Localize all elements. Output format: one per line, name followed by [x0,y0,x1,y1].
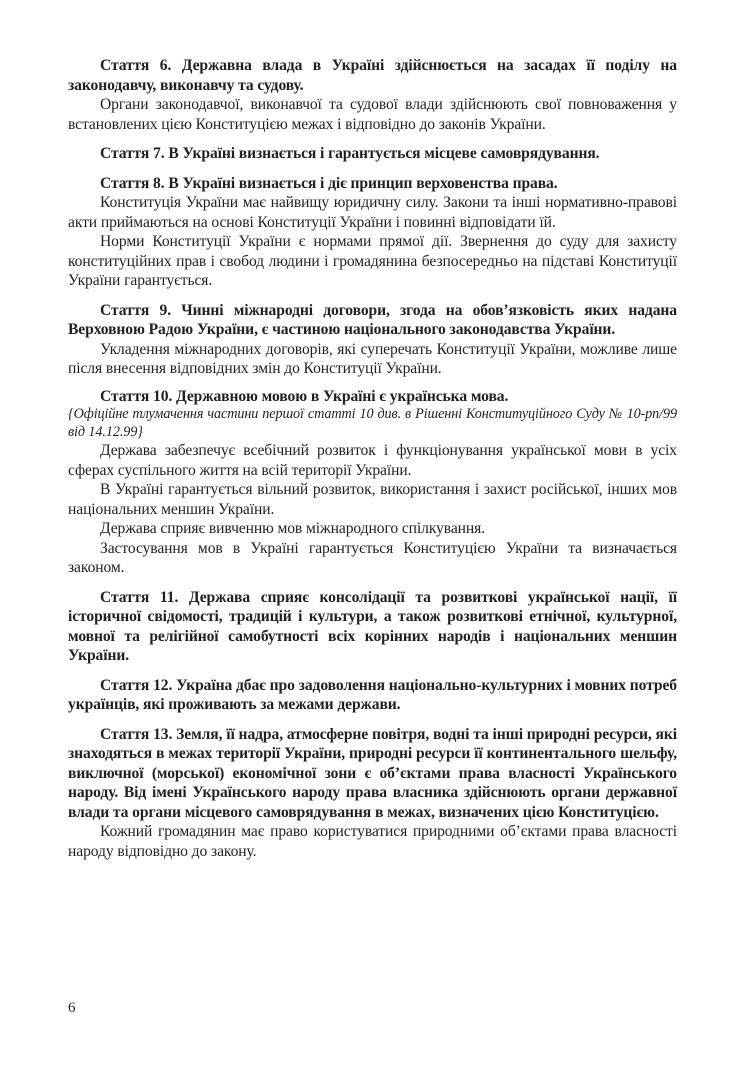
article-paragraph: Кожний громадянин має право користуватися природними об’єктами права власності народу відповідно до закону. [68,823,677,860]
article-paragraph: Держава забезпечує всебічний розвиток і функціонування української мови в усіх сферах суспільного життя на всій території України. [68,442,677,479]
article-heading: Стаття 9. Чинні міжнародні договори, згода на обов’язковість яких надана Верховною Радою України, є частиною національного законодавства України. [68,301,677,338]
article-paragraph: Конституція України має найвищу юридичну силу. Закони та інші нормативно-правові акти приймаються на основі Конституції України і повинні відповідати їй. [68,194,677,231]
article-8 [68,174,677,291]
article-paragraph: Застосування мов в Україні гарантується Конституцією України та визначається законом. [68,539,677,576]
article-heading: Стаття 6. Державна влада в Україні здійснюється на засадах її поділу на законодавчу, виконавчу та судову. [68,57,677,94]
article-9 [68,301,677,379]
article-13 [68,725,677,862]
article-6 [68,56,677,134]
document-page [68,56,677,861]
official-interpretation-note: {Офіційне тлумачення частини першої статті 10 див. в Рішенні Конституційного Суду № 10-рп/99 від 14.12.99} [68,406,677,440]
article-12 [68,676,677,715]
article-paragraph: Органи законодавчої, виконавчої та судової влади здійснюють свої повноваження у встановлених цією Конституцією межах і відповідно до законів України. [68,96,677,133]
article-paragraph: Держава сприяє вивченню мов міжнародного спілкування. [100,520,486,537]
article-paragraph: Укладення міжнародних договорів, які суперечать Конституції України, можливе лише після внесення відповідних змін до Конституції України. [68,340,677,377]
article-10 [68,387,677,578]
article-paragraph: Норми Конституції України є нормами прямої дії. Звернення до суду для захисту конституційних прав і свобод людини і громадянина безпосередньо на підставі Конституції України гарантується. [68,233,677,289]
article-heading: Стаття 8. В Україні визнається і діє принцип верховенства права. [100,174,558,192]
article-paragraph: В Україні гарантується вільний розвиток, використання і захист російської, інших мов національних меншин України. [68,481,677,518]
article-11 [68,588,677,666]
article-heading: Стаття 7. В Україні визнається і гарантується місцеве самоврядування. [100,145,600,162]
article-7 [68,144,677,164]
article-heading: Стаття 13. Земля, її надра, атмосферне повітря, водні та інші природні ресурси, які знаходяться в межах території України, природні ресурси її континентального шельфу, виключної (морської) економічної зони є об’єктами права власності Українського народу. Від імені Українського народу права власника здійснюють органи державної влади та органи місцевого самоврядування в межах, визначених цією Конституцією. [68,725,677,821]
article-heading: Стаття 10. Державною мовою в Україні є українська мова. [100,387,509,405]
page-number: 6 [68,1000,76,1016]
article-heading: Стаття 12. Україна дбає про задоволення національно-культурних і мовних потреб українців, які проживають за межами держави. [68,676,677,713]
article-heading: Стаття 11. Держава сприяє консолідації та розвиткові української нації, її історичної свідомості, традицій і культури, а також розвиткові етнічної, культурної, мовної та релігійної самобутності всіх корінних народів і національних меншин України. [68,588,677,664]
